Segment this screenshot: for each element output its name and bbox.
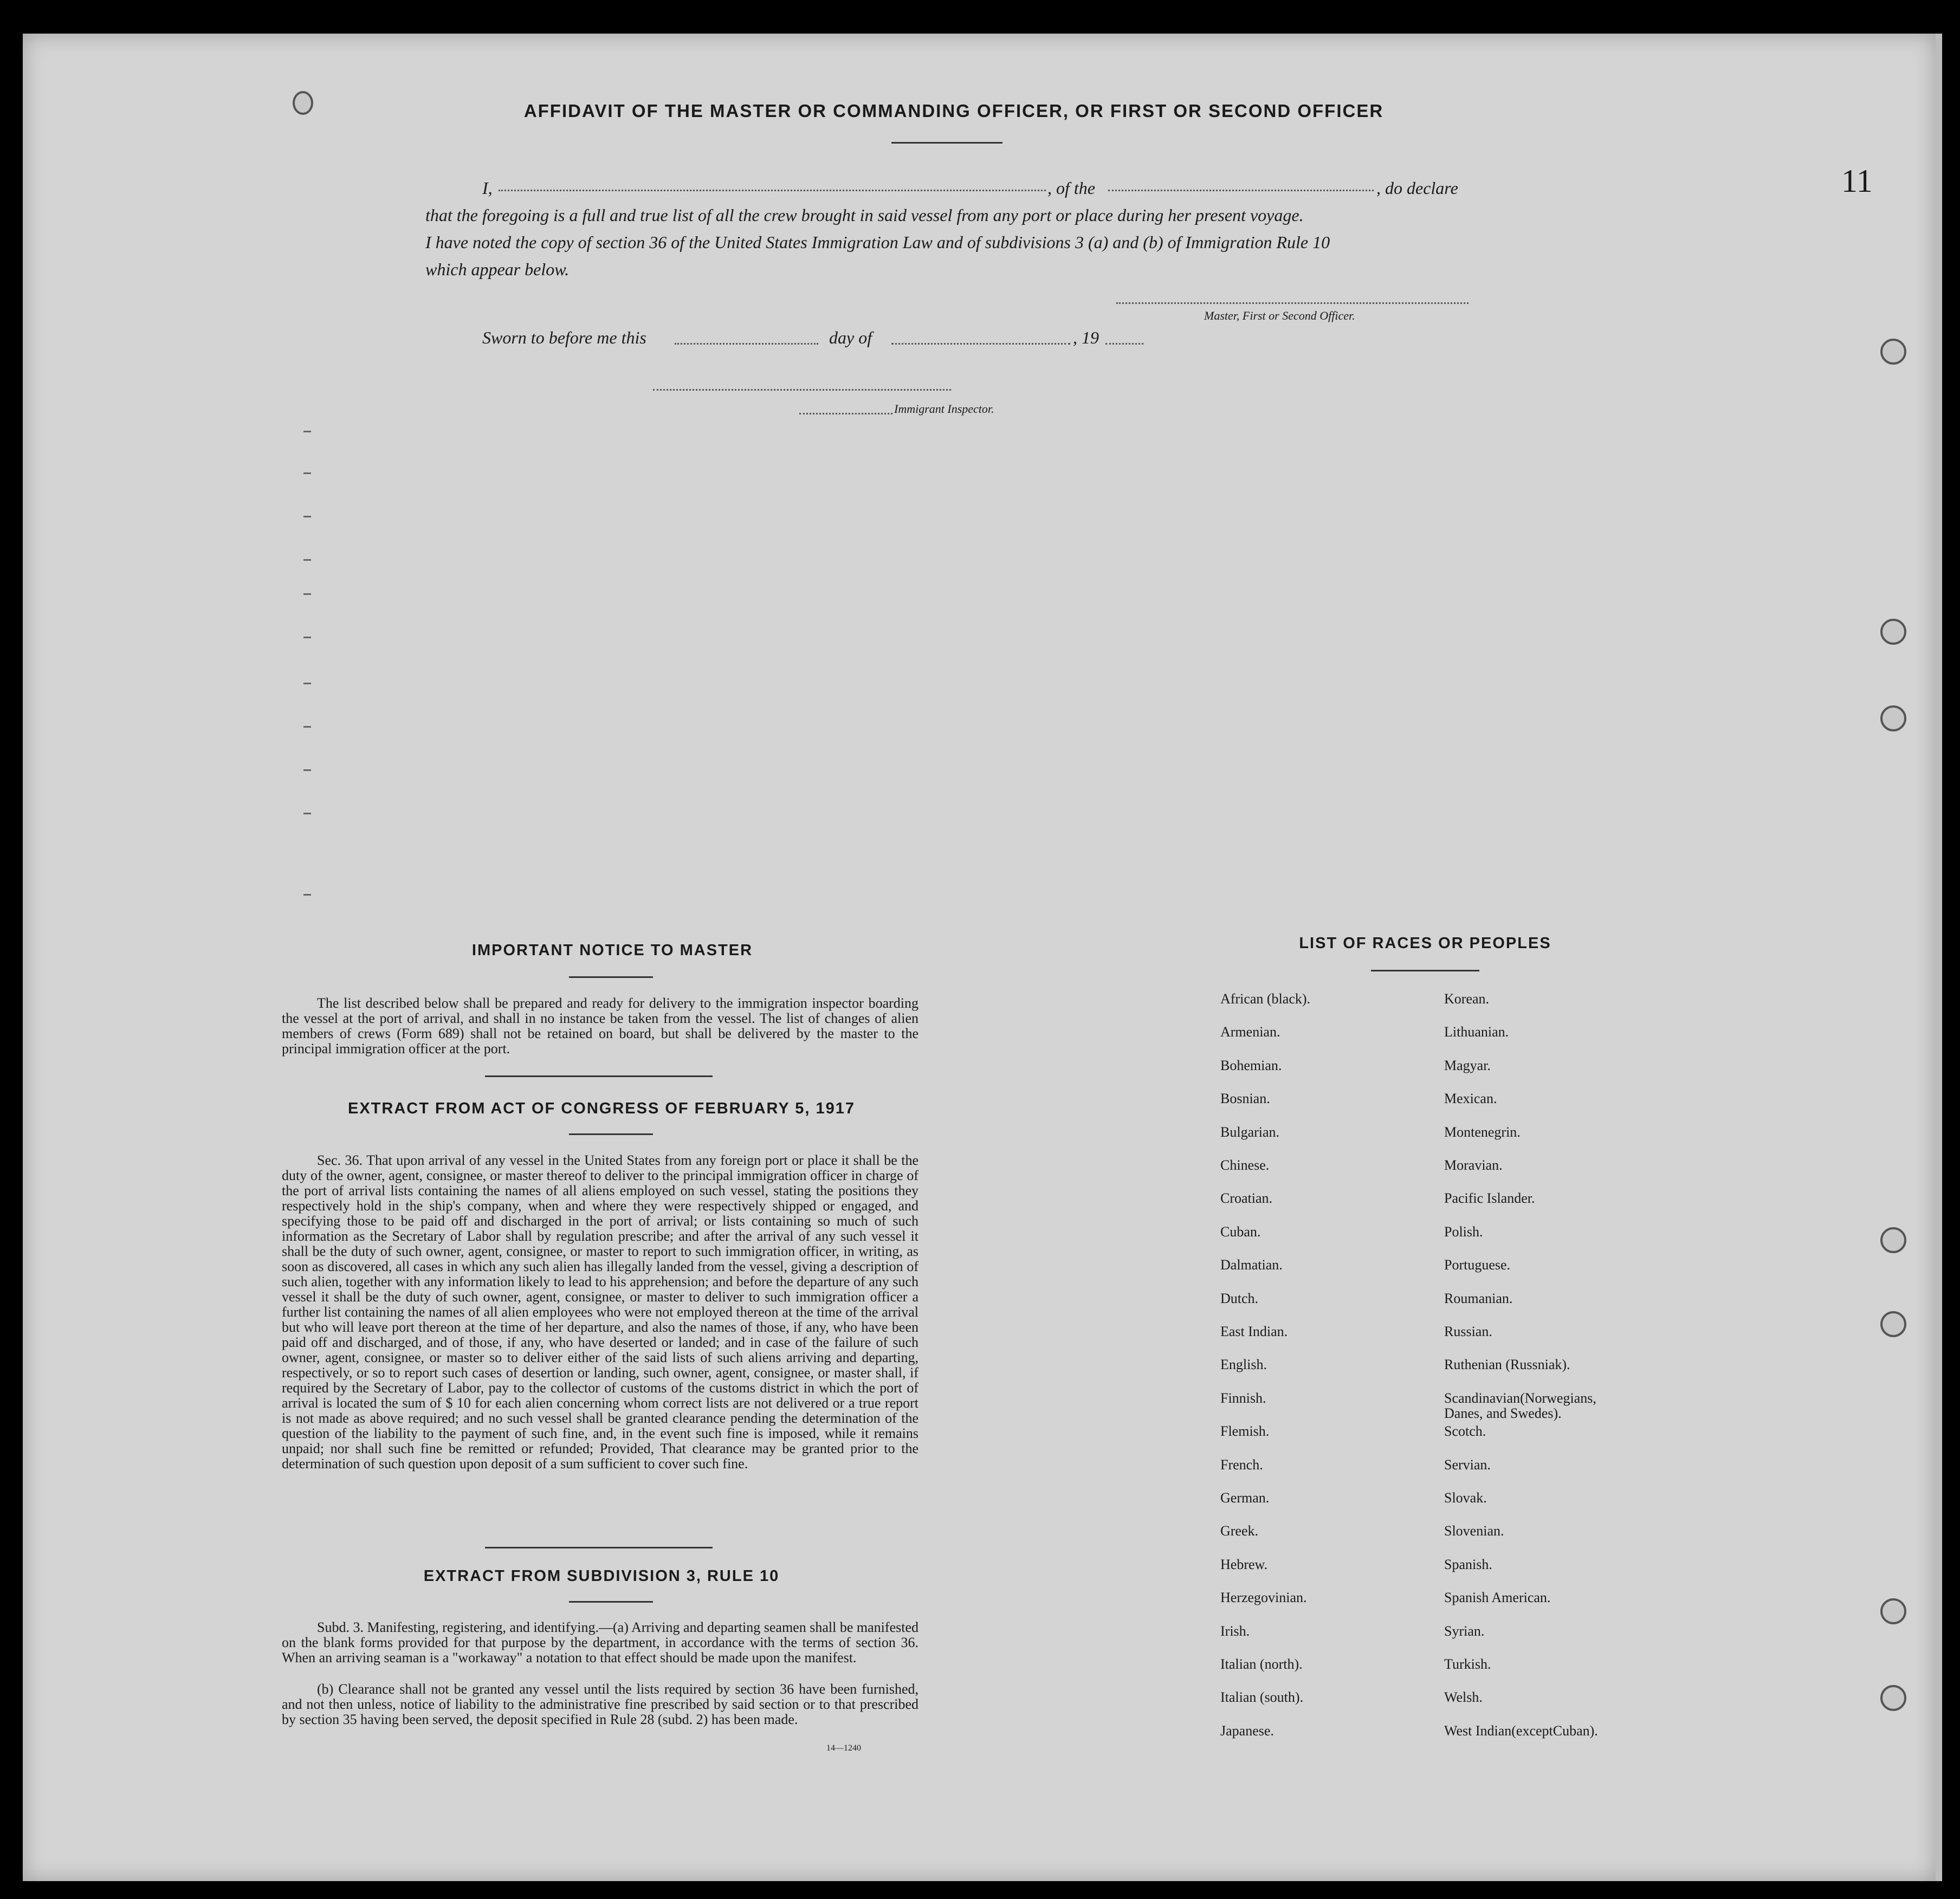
affidavit-line-4: which appear below. <box>425 260 570 279</box>
race-item: Scotch. <box>1444 1423 1486 1440</box>
divider <box>1371 970 1479 971</box>
margin-tick <box>303 431 311 432</box>
punch-hole <box>1880 619 1906 645</box>
affidavit-text <box>425 174 1487 283</box>
punch-hole <box>1880 1685 1906 1711</box>
race-item: East Indian. <box>1220 1324 1288 1339</box>
punch-hole <box>1880 1227 1906 1253</box>
affidavit-title: AFFIDAVIT OF THE MASTER OR COMMANDING OFFICER, OR FIRST OR SECOND OFFICER <box>523 101 1384 121</box>
divider <box>569 976 653 978</box>
race-item: Montenegrin. <box>1444 1124 1521 1140</box>
race-item: Spanish American. <box>1444 1590 1551 1606</box>
year-label: , 19 <box>1073 328 1099 347</box>
race-item: Syrian. <box>1444 1623 1485 1639</box>
race-item: Finnish. <box>1220 1390 1266 1406</box>
margin-tick <box>303 593 311 595</box>
race-item: West Indian(exceptCuban). <box>1444 1722 1598 1739</box>
race-item: Irish. <box>1220 1623 1250 1639</box>
notice-title: IMPORTANT NOTICE TO MASTER <box>471 942 753 959</box>
race-item: Italian (south). <box>1220 1689 1304 1706</box>
race-item: Hebrew. <box>1220 1556 1268 1572</box>
punch-hole <box>1880 1598 1906 1624</box>
race-item: Portuguese. <box>1444 1257 1511 1273</box>
sworn-label: Sworn to before me this <box>482 328 646 347</box>
inspector-signature-field[interactable] <box>653 389 951 391</box>
i-label: I, <box>482 178 493 198</box>
sheet-edge <box>1936 34 1942 1881</box>
margin-tick <box>303 472 311 474</box>
divider <box>891 142 1002 144</box>
race-item: Magyar. <box>1444 1057 1491 1073</box>
day-field[interactable] <box>675 343 818 345</box>
punch-hole <box>1880 339 1906 365</box>
race-item: Cuban. <box>1220 1223 1261 1240</box>
affidavit-line-2: that the foregoing is a full and true list of all the crew brought in said vessel from any port or place during her present voyage. <box>425 205 1304 225</box>
margin-tick <box>303 559 311 561</box>
margin-tick <box>303 894 311 896</box>
notice-text: The list described below shall be prepared and ready for delivery to the immigration inspector boarding the vessel at the port of arrival, and shall in no instance be taken from the vessel. The list of changes of alien members of crews (Form 689) shall not be retained on board, but shall be delivered by the master to the principal immigration officer at the port. <box>282 995 918 1057</box>
month-field[interactable] <box>891 343 1070 345</box>
act-title: EXTRACT FROM ACT OF CONGRESS OF FEBRUARY 5, 1917 <box>347 1100 856 1117</box>
race-item: Herzegovinian. <box>1220 1590 1307 1606</box>
vessel-field[interactable] <box>1108 190 1374 191</box>
race-item: Servian. <box>1444 1456 1491 1473</box>
race-item: Japanese. <box>1220 1722 1274 1739</box>
divider <box>485 1547 713 1548</box>
race-item: Turkish. <box>1444 1656 1491 1672</box>
race-item: Russian. <box>1444 1324 1492 1339</box>
inspector-caption: Immigrant Inspector. <box>894 402 994 416</box>
form-number: 14—1240 <box>826 1744 861 1753</box>
race-item: Roumanian. <box>1444 1290 1513 1306</box>
of-the-label: , of the <box>1047 178 1095 198</box>
divider <box>485 1075 713 1077</box>
race-item: Scandinavian(Norwegians, Danes, and Swedes). <box>1444 1390 1596 1421</box>
race-item: Greek. <box>1220 1523 1259 1539</box>
race-item: African (black). <box>1220 991 1311 1007</box>
race-item: Croatian. <box>1220 1190 1273 1207</box>
punch-hole <box>1880 1311 1906 1337</box>
margin-tick <box>303 726 311 728</box>
day-of-label: day of <box>829 328 872 347</box>
race-item: English. <box>1220 1357 1267 1373</box>
signature-field[interactable] <box>1116 302 1469 304</box>
race-item: Dutch. <box>1220 1290 1259 1306</box>
act-text: Sec. 36. That upon arrival of any vessel in the United States from any foreign port or place it shall be the duty of the owner, agent, consignee, or master thereof to deliver to the principal immigration officer in charge of the port of arrival lists containing the names of all aliens employed on such vessel, stating the positions they respectively hold in the ship's company, when and where they were respectively shipped or engaged, and specifying those to be paid off and discharged in the port of arrival; or lists containing so much of such information as the Secretary of Labor shall by regulation prescribe; and after the arrival of any such vessel it shall be the duty of such owner, agent, consignee, or master to report to such immigration officer, in writing, as soon as discovered, all cases in which any such alien has illegally landed from the vessel, giving a description of such alien, together with any information likely to lead to his apprehension; and before the departure of any such vessel it shall be the duty of such owner, agent, consignee, or master to deliver to such immigration officer a further list containing the names of all alien employees who were not employed thereon at the time of the arrival but who will leave port thereon at the time of her departure, and also the names of those, if any, who have been paid off and discharged, and of those, if any, who have deserted or landed; and in case of the failure of such owner, agent, consignee, or master so to deliver either of the said lists of such aliens arriving and departing, respectively, or so to report such cases of desertion or landing, such owner, agent, consignee, or master shall, if required by the Secretary of Labor, pay to the collector of customs of the customs district in which the port of arrival is located the sum of $ 10 for each alien concerning whom correct lists are not delivered or a true report is not made as above required; and no such vessel shall be granted clearance pending the determination of the question of the liability to the payment of such fine, and, in the event such fine is imposed, while it remains unpaid; nor shall such fine be remitted or refunded; Provided, That clearance may be granted prior to the determination of such question upon deposit of a sum sufficient to cover such fine. <box>282 1152 918 1472</box>
signature-caption: Master, First or Second Officer. <box>1204 309 1355 322</box>
race-item: Lithuanian. <box>1444 1024 1509 1040</box>
do-declare-label: , do declare <box>1376 178 1458 198</box>
race-item: Welsh. <box>1444 1689 1483 1706</box>
race-item: Bohemian. <box>1220 1057 1282 1073</box>
inspector-dots <box>799 413 892 414</box>
margin-tick <box>303 683 311 684</box>
races-title: LIST OF RACES OR PEOPLES <box>1299 935 1551 952</box>
race-item: Dalmatian. <box>1220 1257 1283 1273</box>
divider <box>569 1133 653 1135</box>
race-item: Moravian. <box>1444 1157 1503 1173</box>
race-item: Italian (north). <box>1220 1656 1303 1672</box>
sworn-line <box>482 328 1187 355</box>
punch-hole <box>293 91 313 115</box>
race-item: Spanish. <box>1444 1556 1492 1572</box>
year-field[interactable] <box>1105 343 1143 345</box>
race-item: Mexican. <box>1444 1091 1497 1107</box>
race-item: French. <box>1220 1456 1263 1473</box>
race-item: Polish. <box>1444 1223 1483 1240</box>
race-item: Armenian. <box>1220 1024 1280 1040</box>
margin-tick <box>303 769 311 771</box>
race-item: Chinese. <box>1220 1157 1270 1173</box>
page-mark: 11 <box>1841 163 1873 199</box>
rule-text-b: (b) Clearance shall not be granted any vessel until the lists required by section 36 have been furnished, and not then unless, notice of liability to the administrative fine prescribed by said section or to that prescribed by section 35 having been served, the deposit specified in Rule 28 (subd. 2) has been made. <box>282 1681 918 1727</box>
race-item: German. <box>1220 1490 1270 1506</box>
document-sheet <box>23 34 1936 1881</box>
margin-tick <box>303 516 311 517</box>
margin-tick <box>303 813 311 814</box>
affidavit-line-3: I have noted the copy of section 36 of the United States Immigration Law and of subdivisions 3 (a) and (b) of Immigration Rule 10 <box>425 232 1330 252</box>
race-item: Ruthenian (Russniak). <box>1444 1357 1570 1373</box>
race-item: Pacific Islander. <box>1444 1190 1535 1207</box>
race-item: Bulgarian. <box>1220 1124 1280 1140</box>
margin-tick <box>303 637 311 638</box>
punch-hole <box>1880 705 1906 731</box>
race-item: Korean. <box>1444 991 1490 1007</box>
race-item: Bosnian. <box>1220 1091 1270 1107</box>
rule-title: EXTRACT FROM SUBDIVISION 3, RULE 10 <box>423 1567 780 1585</box>
race-item: Flemish. <box>1220 1423 1270 1440</box>
race-item: Slovak. <box>1444 1490 1487 1506</box>
divider <box>569 1601 653 1603</box>
name-field[interactable] <box>499 190 1046 191</box>
race-item: Slovenian. <box>1444 1523 1504 1539</box>
rule-text-a: Subd. 3. Manifesting, registering, and identifying.—(a) Arriving and departing seamen shall be manifested on the blank forms provided for that purpose by the department, in accordance with the terms of section 36. When an arriving seaman is a "workaway" a notation to that effect should be made upon the manifest. <box>282 1619 918 1665</box>
